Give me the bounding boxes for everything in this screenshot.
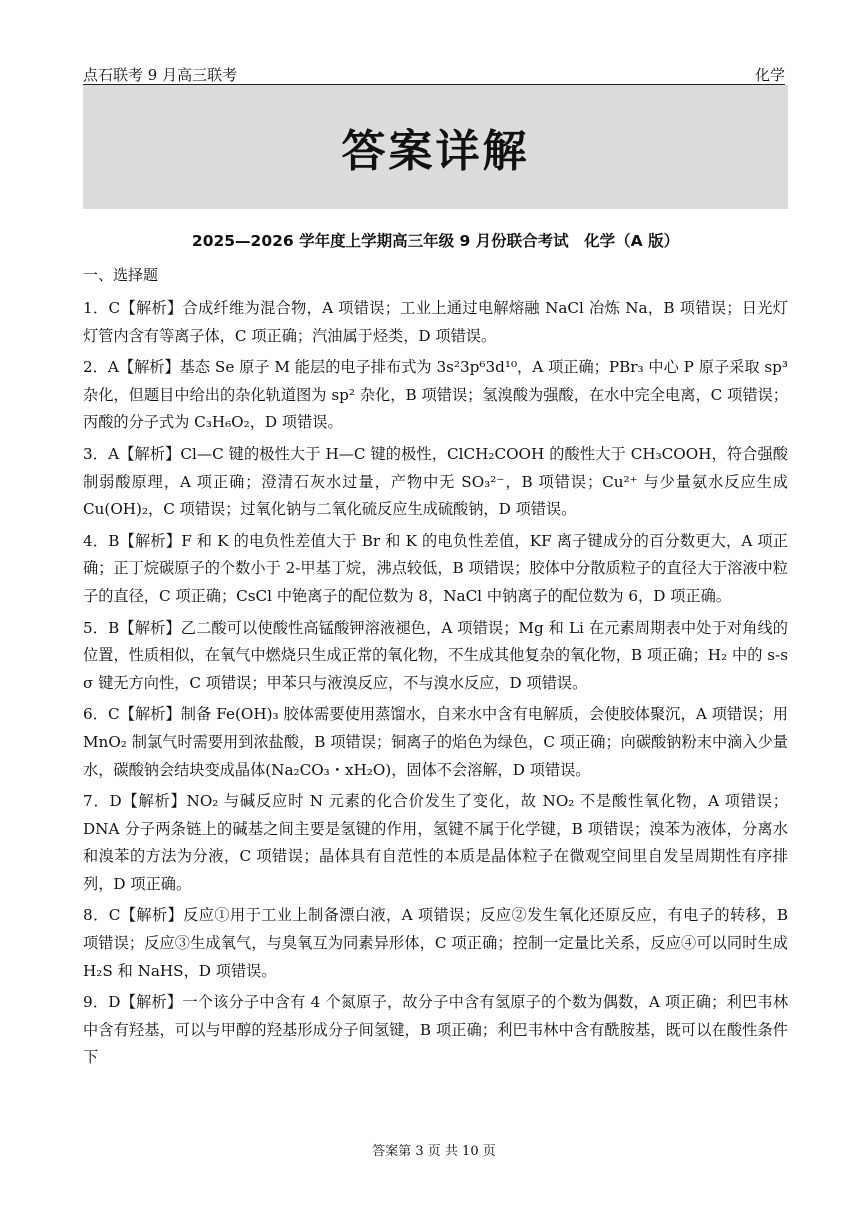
answer-item-7: 7．D【解析】NO₂ 与碱反应时 N 元素的化合价发生了变化，故 NO₂ 不是酸性氧化物，A 项错误；DNA 分子两条链上的碱基之间主要是氢键的作用，氢键不属于化学键，B 项错误；溴苯为液体，分离水和溴苯的方法为分液，C 项错误；晶体具有自范性的本质是晶体粒子在微观空间里自发呈周期性有序排列，D 项正确。 bbox=[83, 792, 788, 893]
answer-item-6: 6．C【解析】制备 Fe(OH)₃ 胶体需要使用蒸馏水，自来水中含有电解质，会使胶体聚沉，A 项错误；用 MnO₂ 制氯气时需要用到浓盐酸，B 项错误；铜离子的焰色为绿色，C 项正确；向碳酸钠粉末中滴入少量水，碳酸钠会结块变成晶体(Na₂CO₃・xH₂O)，固体不会溶解，D 项错误。 bbox=[83, 705, 788, 779]
answer-list bbox=[83, 295, 788, 1076]
exam-title: 2025—2026 学年度上学期高三年级 9 月份联合考试 化学（A 版） bbox=[191, 232, 680, 250]
page-header bbox=[83, 62, 785, 85]
title-banner bbox=[83, 85, 788, 209]
answer-item-8: 8．C【解析】反应①用于工业上制备漂白液，A 项错误；反应②发生氧化还原反应，有电子的转移，B 项错误；反应③生成氧气，与臭氧互为同素异形体，C 项正确；控制一定量比关系，反应④可以同时生成 H₂S 和 NaHS，D 项错误。 bbox=[83, 906, 788, 980]
answer-item-3: 3．A【解析】Cl—C 键的极性大于 H—C 键的极性，ClCH₂COOH 的酸性大于 CH₃COOH，符合强酸制弱酸原理，A 项正确；澄清石灰水过量，产物中无 SO₃²⁻，B 项错误；Cu²⁺ 与少量氨水反应生成 Cu(OH)₂，C 项错误；过氧化钠与二氧化硫反应生成硫酸钠，D 项错误。 bbox=[83, 444, 788, 519]
banner-title: 答案详解 bbox=[341, 126, 530, 177]
answer-item-5: 5．B【解析】乙二酸可以使酸性高锰酸钾溶液褪色，A 项错误；Mg 和 Li 在元素周期表中处于对角线的位置，性质相似，在氧气中燃烧只生成正常的氧化物，不生成其他复杂的氧化物，B 项正确；H₂ 中的 s-s σ 键无方向性，C 项错误；甲苯只与液溴反应，不与溴水反应，D 项错误。 bbox=[83, 618, 788, 692]
answer-item-2: 2．A【解析】基态 Se 原子 M 能层的电子排布式为 3s²3p⁶3d¹⁰，A 项正确；PBr₃ 中心 P 原子采取 sp³ 杂化，但题目中给出的杂化轨道图为 sp² 杂化，B 项错误；氢溴酸为强酸，在水中完全电离，C 项错误；丙酸的分子式为 C₃H₆O₂，D 项错误。 bbox=[83, 358, 788, 432]
exam-name: 点石联考 9 月高三联考 bbox=[83, 66, 238, 84]
answer-item-4: 4．B【解析】F 和 K 的电负性差值大于 Br 和 K 的电负性差值，KF 离子键成分的百分数更大，A 项正确；正丁烷碳原子的个数小于 2-甲基丁烷，沸点较低，B 项错误；胶体中分散质粒子的直径大于溶液中粒子的直径，C 项正确；CsCl 中铯离子的配位数为 8，NaCl 中钠离子的配位数为 6，D 项正确。 bbox=[83, 531, 788, 605]
subject-label: 化学 bbox=[754, 66, 785, 84]
page-footer: 答案第 3 页 共 10 页 bbox=[372, 1144, 496, 1159]
answer-item-9: 9．D【解析】一个该分子中含有 4 个氮原子，故分子中含有氢原子的个数为偶数，A 项正确；利巴韦林中含有羟基，可以与甲醇的羟基形成分子间氢键，B 项正确；利巴韦林中含有酰胺基，既可以在酸性条件下 bbox=[83, 993, 789, 1067]
answer-item-1: 1．C【解析】合成纤维为混合物，A 项错误；工业上通过电解熔融 NaCl 冶炼 Na，B 项错误；日光灯灯管内含有等离子体，C 项正确；汽油属于烃类，D 项错误。 bbox=[83, 299, 788, 345]
section-heading: 一、选择题 bbox=[83, 266, 159, 284]
